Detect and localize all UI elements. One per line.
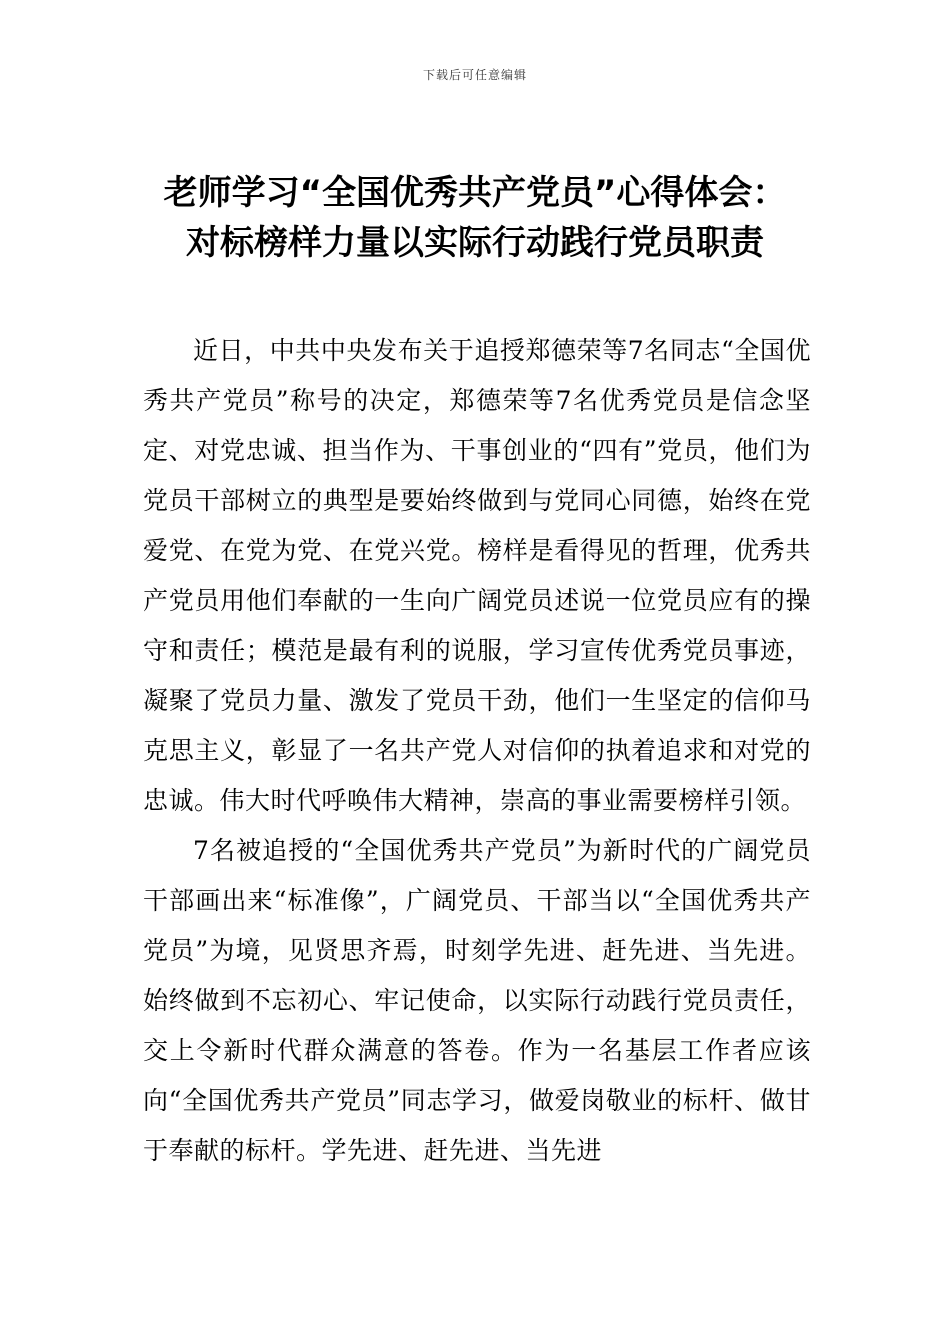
document-body [143,326,811,1176]
title-line-1: 老师学习“全国优秀共产党员”心得体会： [163,173,787,213]
title-line-2: 对标榜样力量以实际行动践行党员职责 [186,223,764,263]
document-title [60,168,890,268]
paragraph-2: 7名被追授的“全国优秀共产党员”为新时代的广阔党员干部画出来“标准像”，广阔党员、干部当以“全国优秀共产党员”为境，见贤思齐焉，时刻学先进、赶先进、当先进。始终做到不忘初心、牢记使命，以实际行动践行党员责任，交上令新时代群众满意的答卷。作为一名基层工作者应该向“全国优秀共产党员”同志学习，做爱岗敬业的标杆、做甘于奉献的标杆。学先进、赶先进、当先进 [143,836,811,1165]
paragraph-1: 近日，中共中央发布关于追授郑德荣等7名同志“全国优秀共产党员”称号的决定，郑德荣等7名优秀党员是信念坚定、对党忠诚、担当作为、干事创业的“四有”党员，他们为党员干部树立的典型是要始终做到与党同心同德，始终在党爱党、在党为党、在党兴党。榜样是看得见的哲理，优秀共产党员用他们奉献的一生向广阔党员述说一位党员应有的操守和责任；模范是最有利的说服，学习宣传优秀党员事迹，凝聚了党员力量、激发了党员干劲，他们一生坚定的信仰马克思主义，彰显了一名共产党人对信仰的执着追求和对党的忠诚。伟大时代呼唤伟大精神，崇高的事业需要榜样引领。 [143,336,811,815]
header-note: 下载后可任意编辑 [422,68,527,82]
